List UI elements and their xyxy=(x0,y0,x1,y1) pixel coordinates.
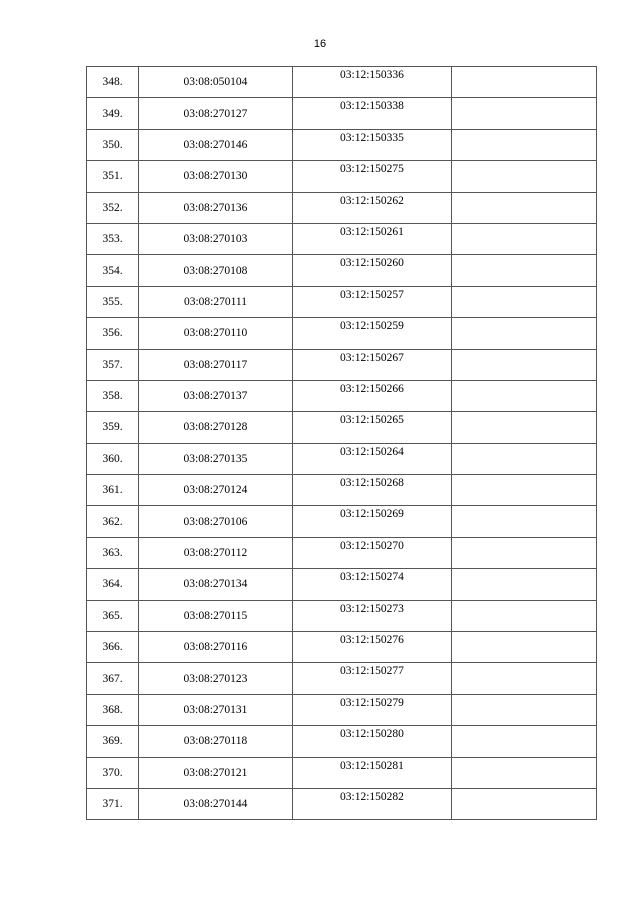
table-row xyxy=(87,663,597,694)
code-a-cell: 03:08:050104 xyxy=(139,67,293,98)
code-a-cell: 03:08:270137 xyxy=(139,380,293,411)
code-b-cell: 03:12:150276 xyxy=(293,632,452,663)
row-number-cell: 357. xyxy=(87,349,139,380)
row-number-cell: 362. xyxy=(87,506,139,537)
code-a-cell: 03:08:270127 xyxy=(139,98,293,129)
note-cell xyxy=(452,443,597,474)
row-number-cell: 359. xyxy=(87,412,139,443)
row-number-cell: 368. xyxy=(87,694,139,725)
code-b-cell: 03:12:150262 xyxy=(293,192,452,223)
row-number-cell: 356. xyxy=(87,318,139,349)
row-number-cell: 365. xyxy=(87,600,139,631)
note-cell xyxy=(452,632,597,663)
code-b-cell: 03:12:150275 xyxy=(293,161,452,192)
note-cell xyxy=(452,506,597,537)
note-cell xyxy=(452,98,597,129)
code-a-cell: 03:08:270112 xyxy=(139,537,293,568)
code-b-cell: 03:12:150270 xyxy=(293,537,452,568)
code-b-cell: 03:12:150259 xyxy=(293,318,452,349)
note-cell xyxy=(452,694,597,725)
code-a-cell: 03:08:270146 xyxy=(139,129,293,160)
note-cell xyxy=(452,192,597,223)
code-b-cell: 03:12:150268 xyxy=(293,475,452,506)
code-a-cell: 03:08:270134 xyxy=(139,569,293,600)
row-number-cell: 371. xyxy=(87,788,139,819)
row-number-cell: 361. xyxy=(87,475,139,506)
note-cell xyxy=(452,67,597,98)
table-row xyxy=(87,286,597,317)
row-number-cell: 355. xyxy=(87,286,139,317)
note-cell xyxy=(452,663,597,694)
row-number-cell: 351. xyxy=(87,161,139,192)
code-b-cell: 03:12:150273 xyxy=(293,600,452,631)
note-cell xyxy=(452,537,597,568)
table-row xyxy=(87,475,597,506)
row-number-cell: 350. xyxy=(87,129,139,160)
note-cell xyxy=(452,788,597,819)
code-b-cell: 03:12:150277 xyxy=(293,663,452,694)
code-b-cell: 03:12:150261 xyxy=(293,223,452,254)
code-a-cell: 03:08:270108 xyxy=(139,255,293,286)
row-number-cell: 352. xyxy=(87,192,139,223)
note-cell xyxy=(452,569,597,600)
row-number-cell: 370. xyxy=(87,757,139,788)
row-number-cell: 348. xyxy=(87,67,139,98)
table-row xyxy=(87,600,597,631)
table-row xyxy=(87,412,597,443)
table-row xyxy=(87,757,597,788)
table-row xyxy=(87,67,597,98)
code-a-cell: 03:08:270110 xyxy=(139,318,293,349)
code-b-cell: 03:12:150267 xyxy=(293,349,452,380)
code-b-cell: 03:12:150260 xyxy=(293,255,452,286)
note-cell xyxy=(452,161,597,192)
note-cell xyxy=(452,475,597,506)
code-b-cell: 03:12:150281 xyxy=(293,757,452,788)
code-b-cell: 03:12:150335 xyxy=(293,129,452,160)
table-row xyxy=(87,318,597,349)
note-cell xyxy=(452,286,597,317)
row-number-cell: 366. xyxy=(87,632,139,663)
note-cell xyxy=(452,380,597,411)
note-cell xyxy=(452,318,597,349)
table-row xyxy=(87,223,597,254)
table-row xyxy=(87,443,597,474)
table-row xyxy=(87,161,597,192)
code-a-cell: 03:08:270111 xyxy=(139,286,293,317)
note-cell xyxy=(452,726,597,757)
note-cell xyxy=(452,349,597,380)
code-a-cell: 03:08:270123 xyxy=(139,663,293,694)
code-b-cell: 03:12:150280 xyxy=(293,726,452,757)
note-cell xyxy=(452,600,597,631)
table-row xyxy=(87,192,597,223)
note-cell xyxy=(452,412,597,443)
code-a-cell: 03:08:270136 xyxy=(139,192,293,223)
table-row xyxy=(87,726,597,757)
row-number-cell: 358. xyxy=(87,380,139,411)
code-b-cell: 03:12:150336 xyxy=(293,67,452,98)
table-row xyxy=(87,569,597,600)
code-a-cell: 03:08:270135 xyxy=(139,443,293,474)
code-a-cell: 03:08:270118 xyxy=(139,726,293,757)
table-row xyxy=(87,129,597,160)
code-a-cell: 03:08:270116 xyxy=(139,632,293,663)
code-b-cell: 03:12:150265 xyxy=(293,412,452,443)
table-row xyxy=(87,694,597,725)
code-b-cell: 03:12:150279 xyxy=(293,694,452,725)
parcel-table xyxy=(86,66,597,820)
table-row xyxy=(87,349,597,380)
table-row xyxy=(87,506,597,537)
code-b-cell: 03:12:150269 xyxy=(293,506,452,537)
code-b-cell: 03:12:150264 xyxy=(293,443,452,474)
table-row xyxy=(87,788,597,819)
row-number-cell: 353. xyxy=(87,223,139,254)
code-b-cell: 03:12:150266 xyxy=(293,380,452,411)
code-a-cell: 03:08:270124 xyxy=(139,475,293,506)
code-b-cell: 03:12:150274 xyxy=(293,569,452,600)
row-number-cell: 349. xyxy=(87,98,139,129)
row-number-cell: 363. xyxy=(87,537,139,568)
page-number: 16 xyxy=(313,38,327,50)
code-a-cell: 03:08:270121 xyxy=(139,757,293,788)
table-row xyxy=(87,255,597,286)
code-a-cell: 03:08:270117 xyxy=(139,349,293,380)
code-a-cell: 03:08:270128 xyxy=(139,412,293,443)
row-number-cell: 364. xyxy=(87,569,139,600)
code-a-cell: 03:08:270115 xyxy=(139,600,293,631)
row-number-cell: 369. xyxy=(87,726,139,757)
code-b-cell: 03:12:150282 xyxy=(293,788,452,819)
row-number-cell: 367. xyxy=(87,663,139,694)
table-row xyxy=(87,537,597,568)
note-cell xyxy=(452,255,597,286)
code-b-cell: 03:12:150338 xyxy=(293,98,452,129)
table-row xyxy=(87,632,597,663)
code-b-cell: 03:12:150257 xyxy=(293,286,452,317)
row-number-cell: 354. xyxy=(87,255,139,286)
note-cell xyxy=(452,223,597,254)
note-cell xyxy=(452,129,597,160)
table-row xyxy=(87,98,597,129)
note-cell xyxy=(452,757,597,788)
row-number-cell: 360. xyxy=(87,443,139,474)
code-a-cell: 03:08:270131 xyxy=(139,694,293,725)
table-row xyxy=(87,380,597,411)
code-a-cell: 03:08:270144 xyxy=(139,788,293,819)
code-a-cell: 03:08:270103 xyxy=(139,223,293,254)
code-a-cell: 03:08:270106 xyxy=(139,506,293,537)
code-a-cell: 03:08:270130 xyxy=(139,161,293,192)
